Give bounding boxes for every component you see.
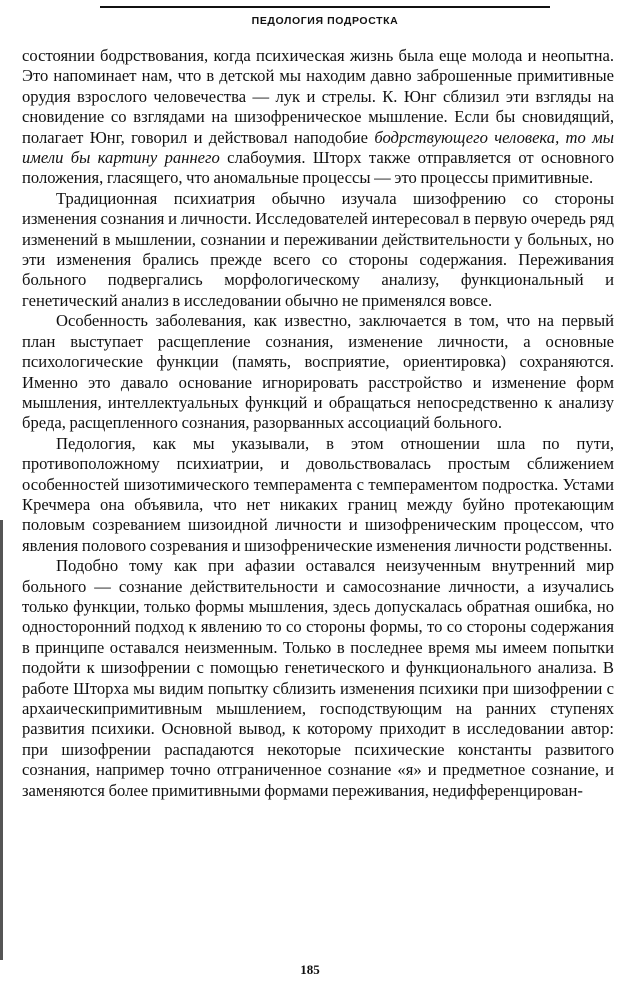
paragraph-1-text-a: состоянии бодрствования, когда психическая жизнь была еще молода и неопытна. Это напоминает нам, что в детской мы находим давно заброшенные примитивные орудия взрослого человечества — лук и стрелы. К. Юнг сблизил эти взгляды на сновидение со взглядами на шизофреническое мышление. Если бы сновидящий, полагает Юнг, говорил и действовал наподобие: [22, 46, 614, 147]
paragraph-1: [22, 46, 614, 189]
paragraph-5: Подобно тому как при афазии оставался неизученным внутренний мир больного — сознание действительности и самосознание личности, а изучались только функции, только формы мышления, здесь допускалась обратная ошибка, но односторонний подход к явлению то со стороны формы, то со стороны содержания в принципе оставался неизменным. Только в последнее время мы имеем попытки подойти к шизофрении с помощью генетического и функционального анализа. В работе Шторха мы видим попытку сблизить изменения психики при шизофрении с архаическипримитивным мышлением, господствующим на ранних ступенях развития психики. Основной вывод, к которому приходит в исследовании автор: при шизофрении распадаются некоторые психические константы развитого сознания, например точно отграниченное сознание «я» и предметное сознание, и заменяются более примитивными формами переживания, недифференцирован-: [22, 556, 614, 800]
paragraph-2: Традиционная психиатрия обычно изучала шизофрению со стороны изменения сознания и личности. Исследователей интересовал в первую очередь ряд изменений в мышлении, сознании и переживании действительности у больных, но эти изменения брались прежде всего со стороны содержания. Переживания больного подвергались морфологическому анализу, функциональный и генетический анализ в исследовании обычно не применялся вовсе.: [22, 188, 614, 310]
scan-edge-shadow: [0, 520, 3, 960]
running-header: [100, 6, 550, 34]
page-number: 185: [300, 962, 320, 977]
paragraph-1-italic: бодрствующего человека, то мы имели бы картину раннего: [22, 127, 615, 168]
paragraph-3: Особенность заболевания, как известно, заключается в том, что на первый план выступает расщепление сознания, изменение личности, а основные психологические функции (память, восприятие, ориентировка) сохраняются. Именно это давало основание игнорировать расстройство и изменение форм мышления, интеллектуальных функций и обращаться непосредственно к анализу бреда, расщепленного сознания, разорванных ассоциаций больного.: [22, 311, 614, 433]
paragraph-4: Педология, как мы указывали, в этом отношении шла по пути, противоположному психиатрии, и довольствовалась простым сближением особенностей шизотимического темперамента с темпераментом подростка. Устами Кречмера она объявила, что нет никаких границ между буйно протекающим половым созреванием шизоидной личности и шизофреническим процессом, что явления полового созревания и шизофренические изменения личности родственны.: [22, 433, 614, 555]
paragraph-1-text-b: слабоумия. Шторх также отправляется от основного положения, гласящего, что аномальные процессы — это процессы примитивные.: [22, 148, 614, 188]
running-title: ПЕДОЛОГИЯ ПОДРОСТКА: [251, 15, 399, 27]
page-body: [22, 46, 614, 801]
